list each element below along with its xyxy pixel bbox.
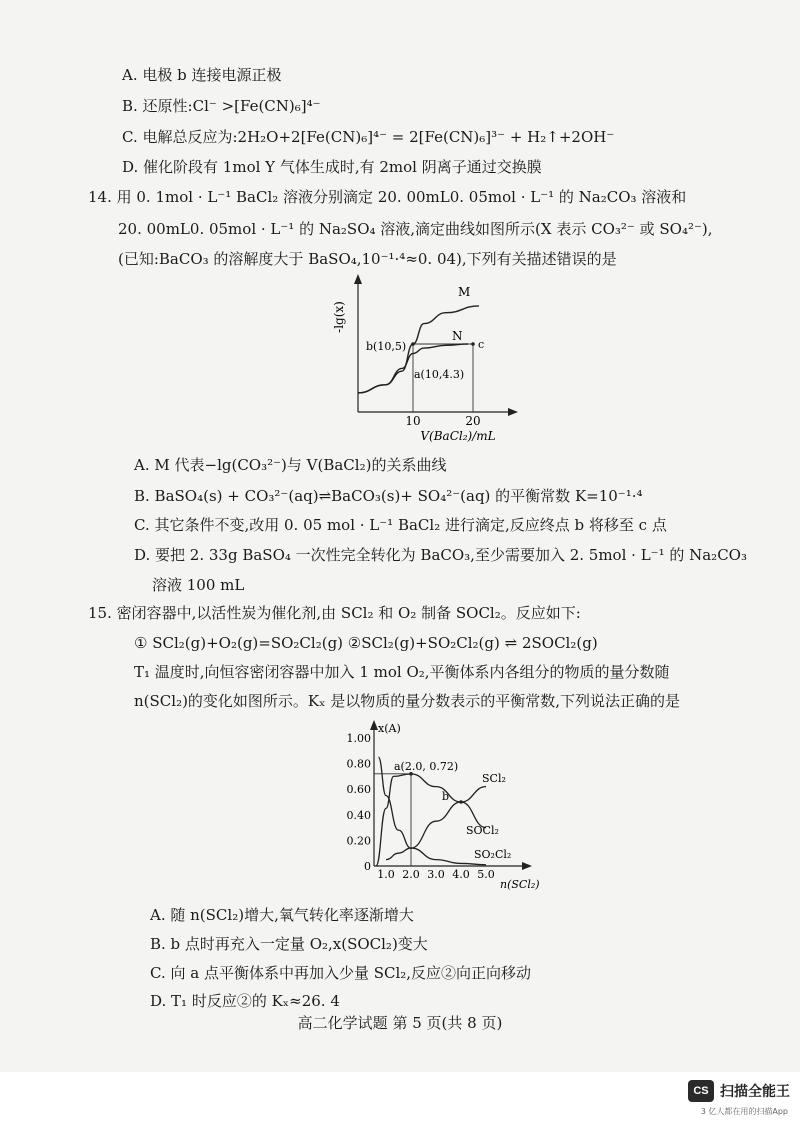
q14-stem-line3: (已知:BaCO₃ 的溶解度大于 BaSO₄,10⁻¹·⁴≈0. 04),下列有关描述错误的是 <box>118 250 617 268</box>
chart2-ytick: 0.40 <box>346 808 371 822</box>
point-c <box>471 342 475 346</box>
chart2-ytick: 0.20 <box>346 834 371 848</box>
chart1-label-a: a(10,4.3) <box>414 368 465 381</box>
chart2-xtick: 1.0 <box>377 868 395 881</box>
chart2-label-SCl2: SCl₂ <box>482 772 506 785</box>
chart2-xtick: 2.0 <box>402 868 420 881</box>
q15-option-a: A. 随 n(SCl₂)增大,氧气转化率逐渐增大 <box>150 906 414 924</box>
q14-option-c: C. 其它条件不变,改用 0. 05 mol · L⁻¹ BaCl₂ 进行滴定,反应终点 b 将移至 c 点 <box>134 516 667 534</box>
q15-option-c: C. 向 a 点平衡体系中再加入少量 SCl₂,反应②向正向移动 <box>150 964 532 982</box>
chart2-ytick: 0.80 <box>346 757 371 771</box>
chart2-ytick: 0.60 <box>346 783 371 797</box>
chart2-label-a: a(2.0, 0.72) <box>394 760 459 773</box>
chart1-tick-20: 20 <box>465 414 481 428</box>
footer-text: 高二化学试题 第 5 页(共 8 页) <box>297 1014 503 1032</box>
q15-stem-line2: T₁ 温度时,向恒容密闭容器中加入 1 mol O₂,平衡体系内各组分的物质的量分数随 <box>134 663 670 681</box>
titration-chart <box>318 272 528 447</box>
point-b2 <box>459 800 463 804</box>
chart2-label-SO2Cl2: SO₂Cl₂ <box>474 848 512 861</box>
chart2-x-arrow <box>522 862 532 870</box>
chart1-x-label: V(BaCl₂)/mL <box>420 429 496 443</box>
chart2-y-arrow <box>370 720 378 730</box>
chart1-x-arrow <box>508 408 518 416</box>
chart2-ytick: 0 <box>364 860 371 873</box>
q15-option-d: D. T₁ 时反应②的 Kₓ≈26. 4 <box>150 992 340 1010</box>
chart1-tick-10: 10 <box>405 414 421 428</box>
chart1-y-label: -lg(x) <box>332 301 346 333</box>
q14-option-d-line1: D. 要把 2. 33g BaSO₄ 一次性完全转化为 BaCO₃,至少需要加入 2. 5mol · L⁻¹ 的 Na₂CO₃ <box>134 546 747 564</box>
q13-option-b: B. 还原性:Cl⁻ >[Fe(CN)₆]⁴⁻ <box>122 97 321 115</box>
point-b <box>411 342 415 346</box>
chart1-label-b: b(10,5) <box>366 340 407 353</box>
chart2-xtick: 5.0 <box>477 868 495 881</box>
q14-option-d-line2: 溶液 100 mL <box>152 576 245 594</box>
q15-option-b: B. b 点时再充入一定量 O₂,x(SOCl₂)变大 <box>150 935 428 953</box>
scanner-bar <box>0 1072 800 1132</box>
chart1-label-c: c <box>478 338 485 351</box>
q13-option-a: A. 电极 b 连接电源正极 <box>122 66 282 84</box>
brand-tagline: 3 亿人都在用的扫描App <box>700 1107 788 1116</box>
chart1-label-N: N <box>452 329 463 343</box>
page-footer <box>0 1012 800 1033</box>
q15-stem-line1: 15. 密闭容器中,以活性炭为催化剂,由 SCl₂ 和 O₂ 制备 SOCl₂。反应如下: <box>88 604 581 622</box>
chart2-xtick: 3.0 <box>427 868 445 881</box>
q15-equations: ① SCl₂(g)+O₂(g)=SO₂Cl₂(g) ②SCl₂(g)+SO₂Cl₂(g) ⇌ 2SOCl₂(g) <box>134 634 598 652</box>
chart1-label-M: M <box>458 285 471 299</box>
brand-name: 扫描全能王 <box>720 1084 790 1100</box>
q14-stem-line1: 14. 用 0. 1mol · L⁻¹ BaCl₂ 溶液分别滴定 20. 00mL0. 05mol · L⁻¹ 的 Na₂CO₃ 溶液和 <box>88 188 687 206</box>
scanner-brand <box>688 1080 790 1102</box>
q14-stem-line2: 20. 00mL0. 05mol · L⁻¹ 的 Na₂SO₄ 溶液,滴定曲线如图所示(X 表示 CO₃²⁻ 或 SO₄²⁻), <box>118 220 713 238</box>
mole-fraction-chart <box>334 716 544 894</box>
q15-stem-line3: n(SCl₂)的变化如图所示。Kₓ 是以物质的量分数表示的平衡常数,下列说法正确的是 <box>134 692 681 710</box>
curve-SOCl2 <box>376 774 486 866</box>
q14-option-b: B. BaSO₄(s) + CO₃²⁻(aq)⇌BaCO₃(s)+ SO₄²⁻(aq) 的平衡常数 K=10⁻¹·⁴ <box>134 487 643 505</box>
q14-option-a: A. M 代表−lg(CO₃²⁻)与 V(BaCl₂)的关系曲线 <box>134 456 447 474</box>
curve-SO2Cl2 <box>379 757 487 865</box>
chart2-x-label: n(SCl₂) <box>500 878 540 891</box>
chart1-y-arrow <box>354 274 362 284</box>
q13-option-d: D. 催化阶段有 1mol Y 气体生成时,有 2mol 阴离子通过交换膜 <box>122 158 542 176</box>
q13-option-c: C. 电解总反应为:2H₂O+2[Fe(CN)₆]⁴⁻ = 2[Fe(CN)₆]³⁻ + H₂↑+2OH⁻ <box>122 128 615 146</box>
chart2-ytick: 1.00 <box>346 732 371 745</box>
chart2-label-b: b <box>442 790 450 803</box>
chart2-xtick: 4.0 <box>452 868 470 881</box>
chart2-label-SOCl2: SOCl₂ <box>466 824 499 837</box>
camscanner-logo-icon: CS <box>688 1080 714 1102</box>
chart2-y-label: x(A) <box>378 722 401 735</box>
